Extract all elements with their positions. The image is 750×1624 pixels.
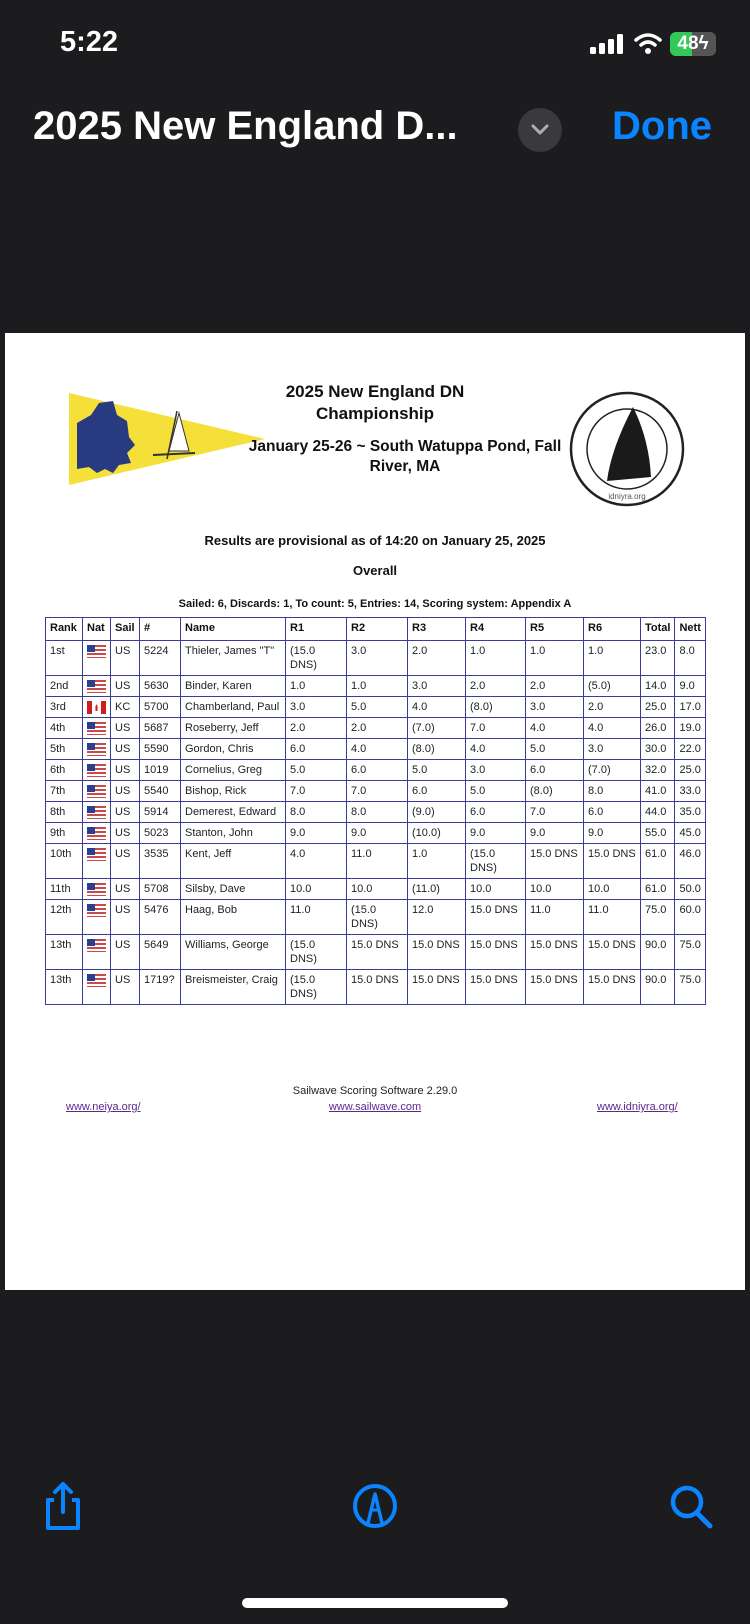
cell-sail: US [111,844,140,879]
cell-r4: 4.0 [466,739,526,760]
cell-rank: 7th [46,781,83,802]
cell-r3: (11.0) [408,879,466,900]
cell-r2: 7.0 [347,781,408,802]
cell-r5: 7.0 [526,802,584,823]
table-row [46,970,706,1005]
table-row [46,823,706,844]
cell-name: Roseberry, Jeff [181,718,286,739]
table-row [46,879,706,900]
cell-rank: 10th [46,844,83,879]
cell-r3: (8.0) [408,739,466,760]
cell-r5: (8.0) [526,781,584,802]
cell-sail: US [111,781,140,802]
home-indicator[interactable] [242,1598,508,1608]
cell-r6: 9.0 [584,823,641,844]
cell-r4: 9.0 [466,823,526,844]
cell-name: Binder, Karen [181,676,286,697]
cell-r5: 15.0 DNS [526,935,584,970]
cell-num: 5687 [140,718,181,739]
table-row [46,900,706,935]
cell-r5: 3.0 [526,697,584,718]
cell-nett: 46.0 [675,844,706,879]
cell-rank: 2nd [46,676,83,697]
cell-r1: (15.0 DNS) [286,935,347,970]
results-table [45,617,706,1005]
col-name: Name [181,618,286,641]
col-r2: R2 [347,618,408,641]
cell-nett: 50.0 [675,879,706,900]
cell-r4: 10.0 [466,879,526,900]
col-sail: Sail [111,618,140,641]
cell-num: 5476 [140,900,181,935]
cell-rank: 5th [46,739,83,760]
cell-r5: 15.0 DNS [526,970,584,1005]
cell-r3: 15.0 DNS [408,970,466,1005]
cell-r6: 2.0 [584,697,641,718]
cell-total: 61.0 [641,844,675,879]
cell-r5: 5.0 [526,739,584,760]
cell-rank: 4th [46,718,83,739]
table-row [46,676,706,697]
cell-name: Chamberland, Paul [181,697,286,718]
cell-nett: 75.0 [675,970,706,1005]
cell-name: Breismeister, Craig [181,970,286,1005]
cell-name: Haag, Bob [181,900,286,935]
cell-r1: 3.0 [286,697,347,718]
table-row [46,781,706,802]
cell-num: 5708 [140,879,181,900]
cell-total: 90.0 [641,970,675,1005]
cell-r3: (10.0) [408,823,466,844]
col-rank: Rank [46,618,83,641]
cell-r6: 10.0 [584,879,641,900]
cell-nett: 22.0 [675,739,706,760]
cell-r2: (15.0 DNS) [347,900,408,935]
cell-r5: 1.0 [526,641,584,676]
cell-rank: 9th [46,823,83,844]
cell-r1: (15.0 DNS) [286,970,347,1005]
cell-r1: 9.0 [286,823,347,844]
document-title: 2025 New England D... [33,104,458,148]
section-heading: Overall [352,563,398,578]
cell-r1: 2.0 [286,718,347,739]
us-flag-icon [83,844,111,879]
us-flag-icon [83,935,111,970]
cell-name: Williams, George [181,935,286,970]
cell-name: Kent, Jeff [181,844,286,879]
series-summary: Sailed: 6, Discards: 1, To count: 5, Entries: 14, Scoring system: Appendix A [178,598,572,610]
cell-r6: 8.0 [584,781,641,802]
cell-r1: (15.0 DNS) [286,641,347,676]
cell-r6: 3.0 [584,739,641,760]
cell-r4: 15.0 DNS [466,935,526,970]
cell-r1: 5.0 [286,760,347,781]
markup-icon[interactable] [349,1480,401,1532]
cell-r6: 4.0 [584,718,641,739]
cell-r2: 1.0 [347,676,408,697]
cell-nett: 60.0 [675,900,706,935]
cell-rank: 13th [46,970,83,1005]
cell-rank: 3rd [46,697,83,718]
col-r3: R3 [408,618,466,641]
cell-total: 90.0 [641,935,675,970]
canada-flag-icon [83,697,111,718]
share-icon[interactable] [36,1480,88,1532]
cell-r3: 5.0 [408,760,466,781]
us-flag-icon [83,970,111,1005]
cell-num: 5590 [140,739,181,760]
table-row [46,718,706,739]
cell-r5: 11.0 [526,900,584,935]
chevron-down-icon [530,123,550,137]
cell-rank: 6th [46,760,83,781]
cell-rank: 1st [46,641,83,676]
cell-nett: 25.0 [675,760,706,781]
cell-r5: 15.0 DNS [526,844,584,879]
cell-r3: 4.0 [408,697,466,718]
cell-r3: (7.0) [408,718,466,739]
cell-num: 5540 [140,781,181,802]
cell-r2: 15.0 DNS [347,970,408,1005]
cellular-signal-icon [590,34,626,54]
cell-name: Stanton, John [181,823,286,844]
cell-r3: 15.0 DNS [408,935,466,970]
table-row [46,935,706,970]
title-menu-button[interactable] [518,108,562,152]
cell-r5: 9.0 [526,823,584,844]
software-credit: Sailwave Scoring Software 2.29.0 [292,1085,458,1097]
idniyra-link[interactable]: www.idniyra.org/ [597,1101,678,1113]
table-row [46,641,706,676]
cell-sail: US [111,641,140,676]
table-row [46,802,706,823]
cell-nett: 17.0 [675,697,706,718]
cell-total: 75.0 [641,900,675,935]
cell-r2: 10.0 [347,879,408,900]
status-bar [0,0,750,90]
provisional-notice: Results are provisional as of 14:20 on January 25, 2025 [204,533,546,548]
cell-total: 30.0 [641,739,675,760]
us-flag-icon [83,781,111,802]
cell-name: Gordon, Chris [181,739,286,760]
cell-r4: (8.0) [466,697,526,718]
charging-bolt-icon: ϟ [698,33,709,54]
us-flag-icon [83,802,111,823]
cell-nett: 9.0 [675,676,706,697]
cell-r2: 4.0 [347,739,408,760]
cell-num: 5700 [140,697,181,718]
cell-nett: 8.0 [675,641,706,676]
col-r6: R6 [584,618,641,641]
cell-rank: 12th [46,900,83,935]
cell-r4: 6.0 [466,802,526,823]
cell-total: 26.0 [641,718,675,739]
cell-r3: 6.0 [408,781,466,802]
cell-r2: 6.0 [347,760,408,781]
cell-r6: 1.0 [584,641,641,676]
cell-num: 1719? [140,970,181,1005]
wifi-icon [634,32,662,54]
cell-sail: US [111,760,140,781]
table-row [46,844,706,879]
table-row [46,739,706,760]
cell-r3: 3.0 [408,676,466,697]
cell-r6: (5.0) [584,676,641,697]
cell-num: 5630 [140,676,181,697]
cell-r2: 11.0 [347,844,408,879]
us-flag-icon [83,823,111,844]
cell-sail: US [111,739,140,760]
cell-r4: (15.0 DNS) [466,844,526,879]
col-nett: Nett [675,618,706,641]
cell-r2: 2.0 [347,718,408,739]
svg-text:idniyra.org: idniyra.org [608,492,646,501]
col-nat: Nat [83,618,111,641]
cell-sail: US [111,900,140,935]
cell-r5: 2.0 [526,676,584,697]
col-number: # [140,618,181,641]
cell-sail: KC [111,697,140,718]
cell-r6: 15.0 DNS [584,970,641,1005]
cell-total: 25.0 [641,697,675,718]
cell-r4: 2.0 [466,676,526,697]
cell-r1: 4.0 [286,844,347,879]
done-button[interactable]: Done [612,104,712,148]
cell-num: 5023 [140,823,181,844]
cell-r4: 15.0 DNS [466,970,526,1005]
cell-r1: 6.0 [286,739,347,760]
cell-num: 1019 [140,760,181,781]
us-flag-icon [83,900,111,935]
table-row [46,697,706,718]
cell-r1: 7.0 [286,781,347,802]
us-flag-icon [83,641,111,676]
neiya-pennant-logo [69,393,265,485]
us-flag-icon [83,760,111,781]
us-flag-icon [83,879,111,900]
cell-name: Demerest, Edward [181,802,286,823]
cell-total: 23.0 [641,641,675,676]
col-r5: R5 [526,618,584,641]
us-flag-icon [83,676,111,697]
cell-nett: 19.0 [675,718,706,739]
cell-r4: 3.0 [466,760,526,781]
cell-r6: 15.0 DNS [584,844,641,879]
cell-num: 5224 [140,641,181,676]
cell-r6: 15.0 DNS [584,935,641,970]
cell-name: Bishop, Rick [181,781,286,802]
cell-r4: 15.0 DNS [466,900,526,935]
cell-nett: 35.0 [675,802,706,823]
cell-r5: 4.0 [526,718,584,739]
cell-r2: 9.0 [347,823,408,844]
cell-name: Thieler, James "T" [181,641,286,676]
cell-r3: (9.0) [408,802,466,823]
col-total: Total [641,618,675,641]
cell-sail: US [111,970,140,1005]
search-icon[interactable] [666,1480,718,1532]
cell-name: Cornelius, Greg [181,760,286,781]
cell-name: Silsby, Dave [181,879,286,900]
cell-total: 41.0 [641,781,675,802]
cell-num: 3535 [140,844,181,879]
cell-r2: 8.0 [347,802,408,823]
cell-total: 61.0 [641,879,675,900]
cell-r2: 5.0 [347,697,408,718]
cell-total: 55.0 [641,823,675,844]
cell-nett: 45.0 [675,823,706,844]
cell-nett: 75.0 [675,935,706,970]
table-row [46,760,706,781]
cell-total: 44.0 [641,802,675,823]
cell-r6: 11.0 [584,900,641,935]
cell-sail: US [111,935,140,970]
cell-r1: 11.0 [286,900,347,935]
cell-sail: US [111,718,140,739]
cell-r4: 5.0 [466,781,526,802]
cell-r3: 1.0 [408,844,466,879]
cell-total: 14.0 [641,676,675,697]
cell-sail: US [111,676,140,697]
cell-sail: US [111,802,140,823]
cell-rank: 13th [46,935,83,970]
cell-sail: US [111,879,140,900]
cell-rank: 11th [46,879,83,900]
cell-rank: 8th [46,802,83,823]
cell-r1: 8.0 [286,802,347,823]
cell-total: 32.0 [641,760,675,781]
battery-level: 48 [677,33,699,54]
cell-num: 5649 [140,935,181,970]
pdf-page[interactable] [5,333,745,1290]
cell-r1: 10.0 [286,879,347,900]
cell-r4: 7.0 [466,718,526,739]
cell-r6: 6.0 [584,802,641,823]
cell-r4: 1.0 [466,641,526,676]
idniyra-seal-logo [567,389,687,509]
cell-r2: 3.0 [347,641,408,676]
table-header-row [46,618,706,641]
event-details: January 25-26 ~ South Watuppa Pond, Fall River, MA [248,438,562,475]
cell-num: 5914 [140,802,181,823]
col-r1: R1 [286,618,347,641]
cell-r2: 15.0 DNS [347,935,408,970]
document-heading: 2025 New England DN Championship [285,382,465,423]
battery-indicator [670,32,716,56]
us-flag-icon [83,718,111,739]
sailwave-link[interactable]: www.sailwave.com [328,1101,422,1113]
cell-r3: 12.0 [408,900,466,935]
cell-r5: 6.0 [526,760,584,781]
col-r4: R4 [466,618,526,641]
cell-sail: US [111,823,140,844]
cell-r3: 2.0 [408,641,466,676]
us-flag-icon [83,739,111,760]
cell-r6: (7.0) [584,760,641,781]
status-time: 5:22 [60,26,119,58]
neiya-link[interactable]: www.neiya.org/ [66,1101,141,1113]
cell-r5: 10.0 [526,879,584,900]
cell-nett: 33.0 [675,781,706,802]
cell-r1: 1.0 [286,676,347,697]
